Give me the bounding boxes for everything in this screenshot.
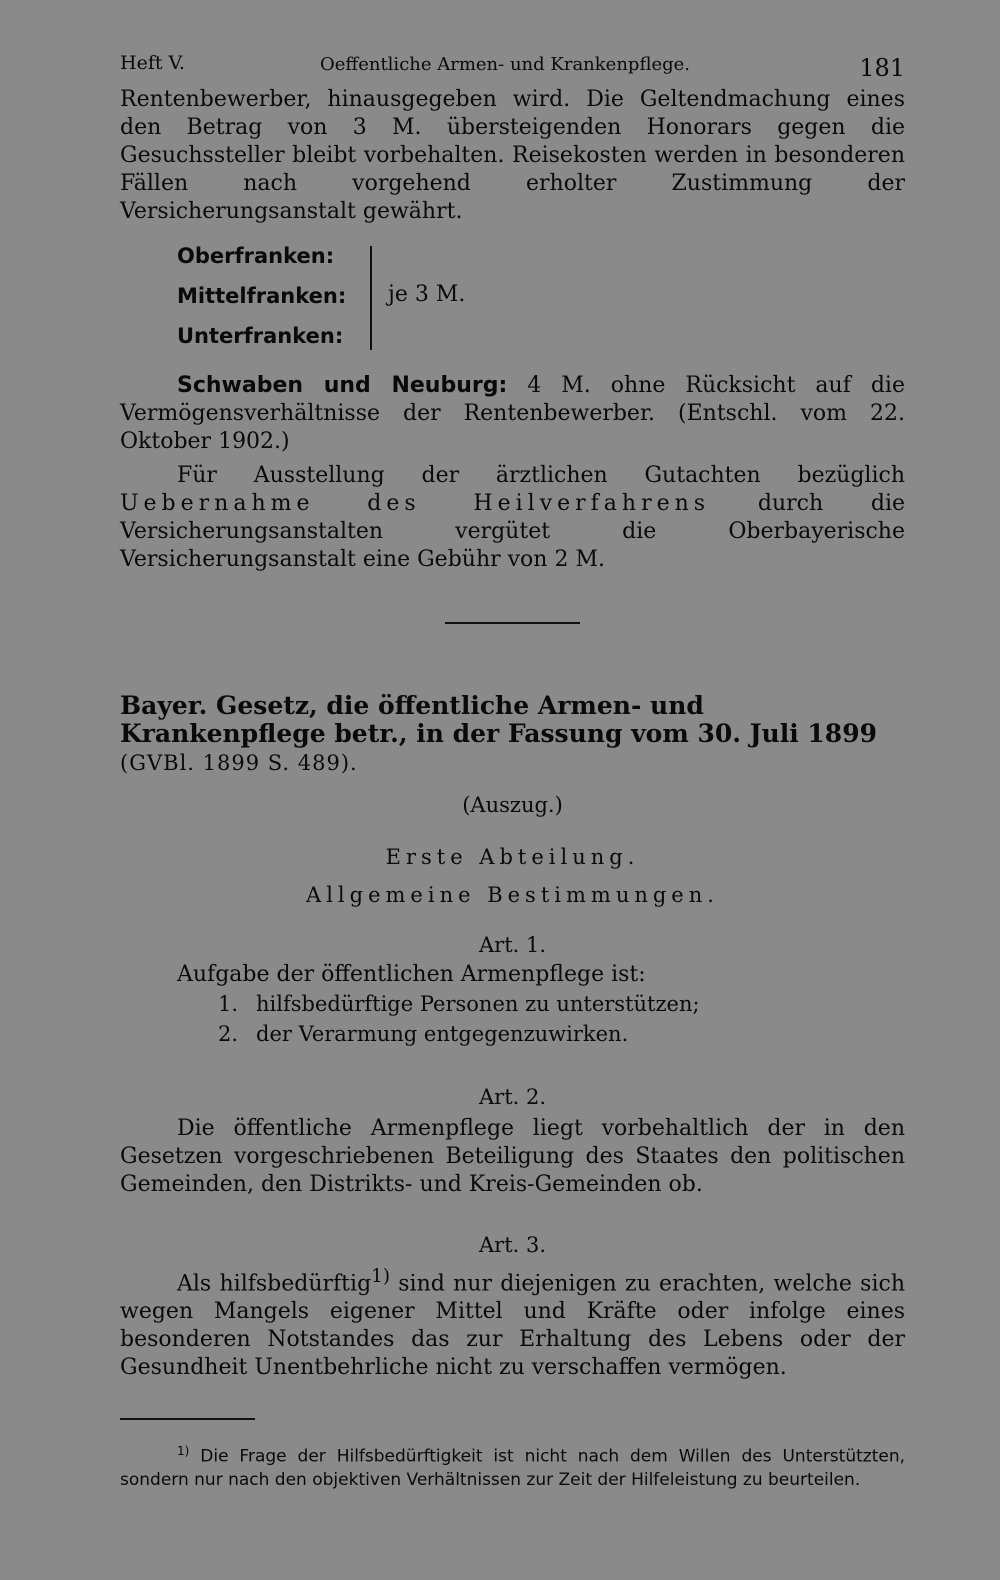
schwaben-text: 4 M. ohne Rücksicht auf die Vermögensverhältnisse der Rentenbewerber. (Entschl. vom 22. Oktober 1902.) [120,373,905,454]
gutachten-spaced: Uebernahme des Heilverfahrens [120,491,711,516]
running-header [120,40,905,86]
brace-icon [370,246,380,350]
intro-paragraph: Rentenbewerber, hinausgegeben wird. Die Geltendmachung eines den Betrag von 3 M. übersteigenden Honorars gegen die Gesuchssteller bleibt vorbehalten. Reisekosten werden in besonderen Fällen nach vorgehend erholter Zustimmung der Versicherungsanstalt gewährt. [120,87,905,224]
schwaben-paragraph [120,372,905,456]
art1-heading: Art. 1. [478,933,547,957]
art2-text: Die öffentliche Armenpflege liegt vorbehaltlich der in den Gesetzen vorgeschriebenen Beteiligung des Staates den politischen Gemeinden, den Distrikts- und Kreis-Gemeinden ob. [120,1116,905,1197]
schwaben-label: Schwaben und Neuburg: [177,373,508,398]
footnote-marker: 1) [177,1444,190,1459]
gutachten-paragraph [120,462,905,574]
footnote-text: Die Frage der Hilfsbedürftigkeit ist nicht nach dem Willen des Unterstützten, sondern nur nach den objektiven Verhältnissen zur Zeit der Hilfeleistung zu beurteilen. [120,1446,906,1490]
region-rate: je 3 M. [388,282,466,307]
art2-heading: Art. 2. [478,1085,547,1109]
gutachten-pre: Für Ausstellung der ärztlichen Gutachten bezüglich [177,463,905,488]
region-fees-block [120,244,905,364]
region-unterfranken: Unterfranken: [177,324,344,348]
art1-list [120,989,905,1049]
division-title: Allgemeine Bestimmungen. [306,883,719,907]
footnote-rule [120,1418,255,1420]
list-item: 2. der Verarmung entgegenzuwirken. [218,1022,629,1046]
region-mittelfranken: Mittelfranken: [177,284,347,308]
region-oberfranken: Oberfranken: [177,244,335,268]
art3-text: Als hilfsbedürftig$^{1)}$ sind nur diejenigen zu erachten, welche sich wegen Mangels eigener Mittel und Kräfte oder infolge eines besonderen Notstandes das zur Erhaltung des Lebens oder der Gesundheit Unentbehrliche nicht zu verschaffen vermögen. [120,1266,905,1381]
header-title: Oeffentliche Armen- und Krankenpflege. [320,54,690,75]
document-page [120,40,905,1509]
law-title-citation: (GVBl. 1899 S. 489). [120,751,358,775]
art3-heading: Art. 3. [478,1233,547,1257]
law-title [120,692,905,777]
law-title-main: Bayer. Gesetz, die öffentliche Armen- und Krankenpflege betr., in der Fassung vom 30. Juli 1899 [120,691,877,748]
footnote [120,1440,905,1492]
excerpt-note: (Auszug.) [462,793,563,817]
art1-intro: Aufgabe der öffentlichen Armenpflege ist: [177,962,646,987]
footnote-ref: 1) [371,1266,390,1287]
header-volume: Heft V. [120,52,185,74]
gutachten-post: durch die Versicherungsanstalten vergütet die Oberbayerische Versicherungsanstalt eine Gebühr von 2 M. [120,491,906,572]
list-item: 1. hilfsbedürftige Personen zu unterstützen; [218,992,700,1016]
section-divider [445,622,580,624]
page-number: 181 [859,54,905,82]
division-heading: Erste Abteilung. [385,845,640,869]
